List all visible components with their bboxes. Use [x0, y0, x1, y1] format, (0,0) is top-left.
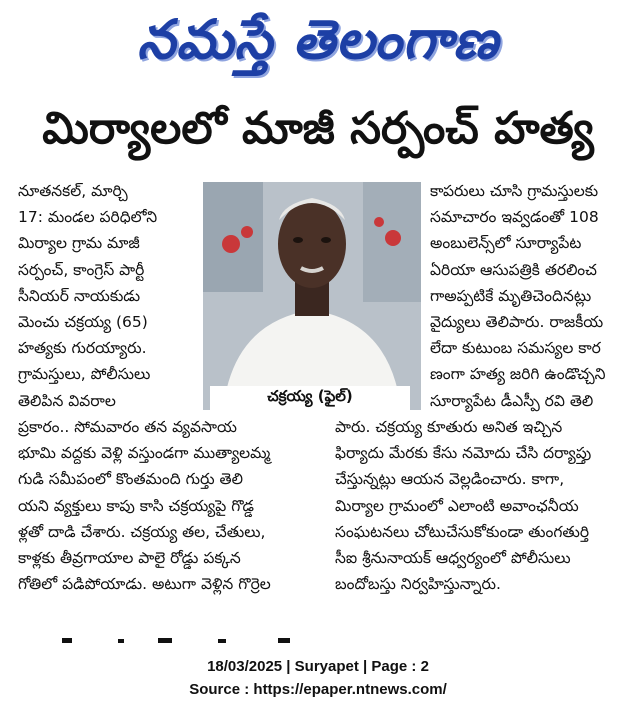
- text-line: లేదా కుటుంబ సమస్యల కార: [430, 339, 601, 358]
- text-line: గుడి సమీపంలో కొంతమంది గుర్తు తెలి: [18, 470, 243, 489]
- text-line: సూర్యాపేట డీఎస్పీ రవి తెలి: [430, 391, 594, 410]
- article-column-right: [430, 178, 630, 414]
- text-line: ణంగా హత్య జరిగి ఉండొచ్చని: [430, 365, 606, 384]
- text-line: గాఅప్పటికే మృతిచెందినట్లు: [430, 286, 592, 305]
- text-line: తెలిపిన వివరాల: [18, 391, 116, 410]
- text-line: 17: మండల పరిధిలోని: [18, 208, 158, 227]
- text-line: హత్యకు గురయ్యారు.: [18, 339, 147, 358]
- text-line: సీనియర్‌ నాయకుడు: [18, 286, 141, 305]
- text-line: సంఘటనలు చోటుచేసుకోకుండా తుంగతుర్తి: [335, 522, 590, 541]
- text-line: భూమి వద్దకు వెళ్లి వస్తుండగా ముత్యాలమ్మ: [18, 444, 271, 463]
- text-line: ప్రకారం.. సోమవారం తన వ్యవసాయ: [18, 418, 237, 436]
- text-line: గోతిలో పడిపోయాడు. అటుగా వెళ్లిన గొర్రెల: [18, 575, 271, 594]
- footer-source-line: Source : https://epaper.ntnews.com/: [189, 681, 447, 698]
- article-headline: మిర్యాలలో మాజీ సర్పంచ్‌ హత్య: [42, 103, 594, 154]
- article-photo: [203, 182, 421, 410]
- text-line: వైద్యులు తెలిపారు. రాజకీయ: [430, 312, 604, 331]
- text-line: అంబులెన్స్‌లో సూర్యాపేట: [430, 234, 582, 253]
- newspaper-title: నమస్తే తెలంగాణ: [137, 7, 499, 71]
- text-line: గ్రామస్తులు, పోలీసులు: [18, 365, 151, 384]
- text-line: సమాచారం ఇవ్వడంతో 108: [430, 208, 599, 227]
- text-line: పారు. చక్రయ్య కూతురు అనిత ఇచ్చిన: [335, 418, 563, 436]
- text-line: మెంచు చక్రయ్య (65): [18, 312, 148, 331]
- clipped-text-fragment: [18, 636, 618, 644]
- footer-date-line: 18/03/2025 | Suryapet | Page : 2: [207, 658, 429, 675]
- article-column-left: [18, 178, 198, 414]
- text-line: కాళ్లకు తీవ్రగాయాల పాలై రోడ్డు పక్కన: [18, 548, 241, 567]
- text-line: నూతనకల్‌, మార్చి: [18, 182, 128, 200]
- text-line: ఫిర్యాదు మేరకు కేసు నమోదు చేసి దర్యాప్తు: [335, 444, 592, 463]
- text-line: మిర్యాల గ్రామంలో ఎలాంటి అవాంఛనీయ: [335, 496, 579, 515]
- text-line: సీఐ శ్రీనునాయక్‌ ఆధ్వర్యంలో పోలీసులు: [335, 548, 571, 567]
- masthead: [0, 0, 636, 92]
- photo-caption: చక్రయ్య (ఫైల్‌): [210, 386, 410, 410]
- text-line: యని వ్యక్తులు కాపు కాసి చక్రయ్యపై గొడ్డ: [18, 496, 255, 515]
- article-column-bottom-right: [335, 414, 631, 597]
- text-line: సర్పంచ్‌, కాంగ్రెస్‌ పార్టీ: [18, 260, 145, 279]
- text-line: కాపరులు చూసి గ్రామస్తులకు: [430, 182, 599, 200]
- text-line: ఏరియా ఆసుపత్రికి తరలించ: [430, 260, 597, 279]
- text-line: బందోబస్తు నిర్వహిస్తున్నారు.: [335, 575, 501, 594]
- text-line: మిర్యాల గ్రామ మాజీ: [18, 234, 140, 253]
- text-line: ళ్లతో దాడి చేశారు. చక్రయ్య తల, చేతులు,: [18, 522, 266, 541]
- text-line: చేస్తున్నట్లు ఆయన వెల్లడించారు. కాగా,: [335, 470, 565, 489]
- portrait-image: [203, 182, 421, 410]
